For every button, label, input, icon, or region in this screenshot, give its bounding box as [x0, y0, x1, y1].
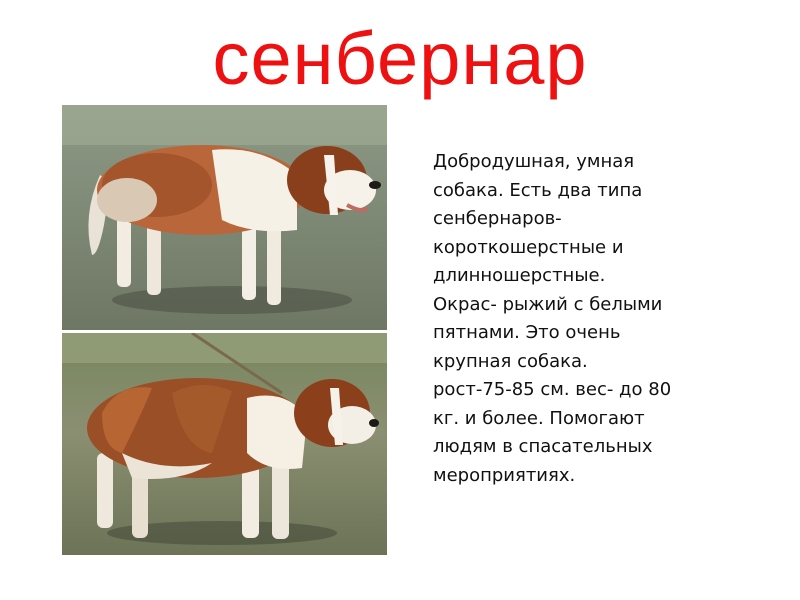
description-line: короткошерстные и [433, 236, 624, 258]
description-line: кг. и более. Помогают [433, 407, 645, 429]
description-line: собака. Есть два типа [433, 179, 643, 201]
photo-longhaired-dog [62, 333, 387, 555]
description-line: Добродушная, умная [433, 151, 635, 172]
description-line: длинношерстные. [433, 265, 606, 286]
description-line: Окрас- рыжий с белыми [433, 293, 663, 315]
description-line: рост-75-85 см. вес- до 80 [433, 379, 672, 400]
slide-title: сенбернар [212, 17, 588, 100]
description-line: сенбернаров- [433, 208, 562, 229]
description [433, 148, 763, 490]
description-line: мероприятиях. [433, 464, 576, 486]
description-line: пятнами. Это очень [433, 322, 621, 343]
description-line: людям в спасательных [433, 436, 653, 457]
photo-shorthaired-dog [62, 105, 387, 330]
description-line: крупная собака. [433, 350, 588, 372]
